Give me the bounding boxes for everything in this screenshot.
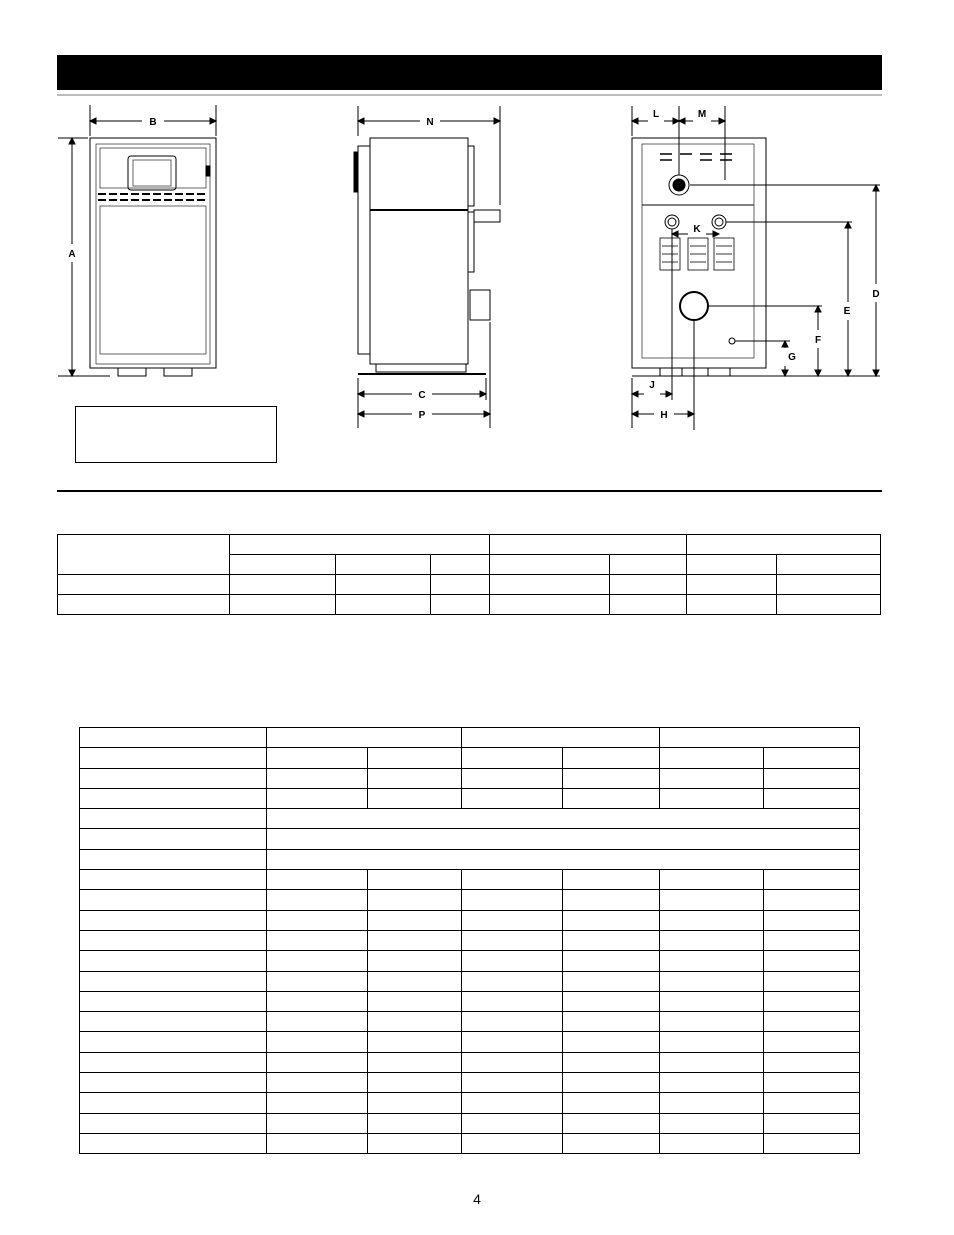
table-row	[80, 849, 860, 869]
dim-label-h: H	[660, 410, 668, 421]
table-row	[80, 930, 860, 950]
dim-label-c: C	[418, 390, 426, 401]
dim-label-a: A	[68, 249, 76, 260]
front-view	[58, 105, 216, 376]
dim-label-l: L	[652, 109, 660, 120]
table-row	[80, 1133, 860, 1153]
table-row	[80, 971, 860, 991]
dim-label-g: G	[788, 352, 796, 363]
dimensions-table	[57, 534, 881, 615]
table-row	[80, 1032, 860, 1052]
table-row	[58, 595, 881, 615]
table-row	[80, 951, 860, 971]
dim-label-m: M	[697, 109, 707, 120]
page-number: 4	[473, 1191, 481, 1207]
table-row	[80, 1052, 860, 1072]
table-row	[80, 1093, 860, 1113]
dim-label-f: F	[814, 335, 822, 346]
table-row	[80, 1073, 860, 1093]
table-row	[80, 809, 860, 829]
table-row	[58, 535, 881, 555]
table-row	[80, 728, 860, 748]
table-row	[80, 1113, 860, 1133]
table-row	[80, 1012, 860, 1032]
dim-label-j: J	[649, 380, 655, 391]
table-row	[58, 575, 881, 595]
dim-label-e: E	[843, 306, 851, 317]
table-row	[80, 829, 860, 849]
table-row	[80, 870, 860, 890]
section-divider	[57, 490, 882, 492]
dim-label-p: P	[418, 410, 426, 421]
dim-label-d: D	[872, 289, 880, 300]
side-view	[354, 106, 500, 428]
dim-label-b: B	[149, 117, 157, 128]
table-row	[80, 748, 860, 768]
table-row	[80, 788, 860, 808]
dim-label-n: N	[426, 117, 434, 128]
table-row	[80, 890, 860, 910]
specifications-table	[79, 727, 860, 1154]
table-row	[80, 910, 860, 930]
table-row	[80, 768, 860, 788]
table-row	[80, 991, 860, 1011]
dim-label-k: K	[693, 224, 701, 235]
rear-view	[632, 106, 880, 430]
note-box	[75, 406, 277, 463]
